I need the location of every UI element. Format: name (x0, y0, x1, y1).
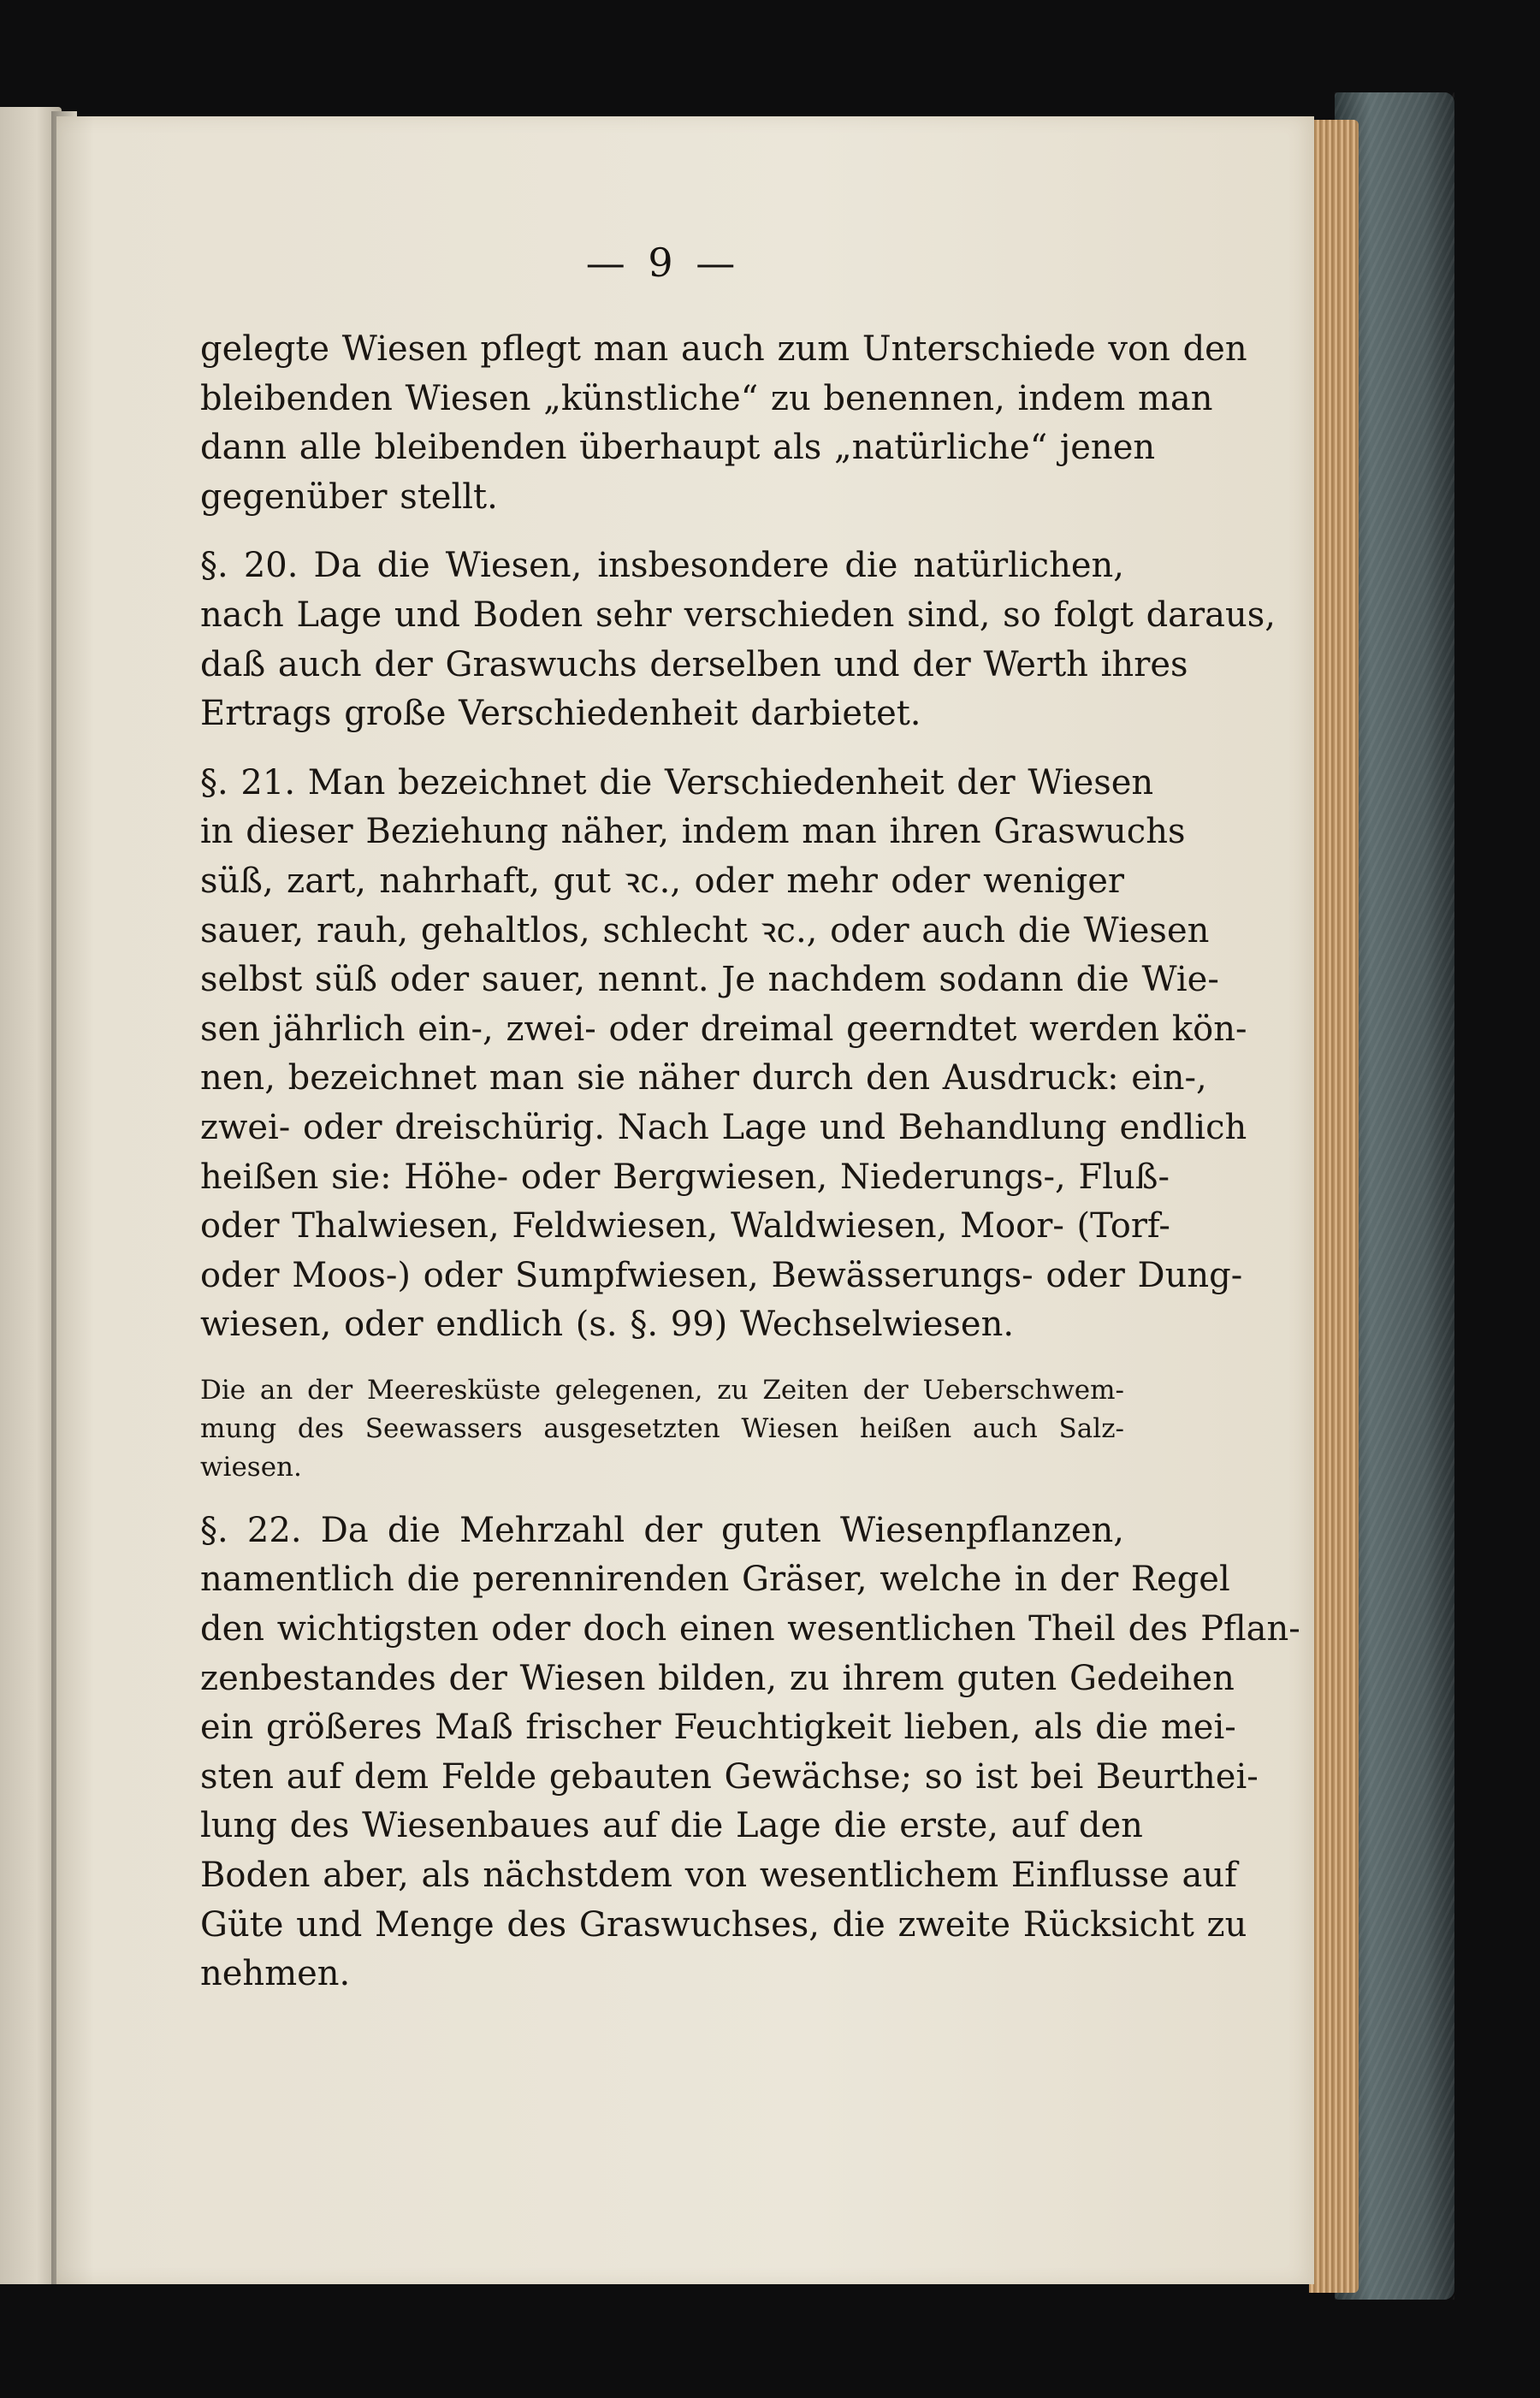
text-line: mung des Seewassers ausgesetzten Wiesen heißen auch Salz- (200, 1412, 1124, 1444)
text-line: sten auf dem Felde gebauten Gewächse; so ist bei Beurthei- (200, 1756, 1259, 1797)
text-line: nehmen. (200, 1954, 351, 1994)
text-line: oder Thalwiesen, Feldwiesen, Waldwiesen, Moor- (Torf- (200, 1206, 1170, 1246)
text-line: Die an der Meeresküste gelegenen, zu Zeiten der Ueberschwem- (200, 1374, 1124, 1406)
text-line: daß auch der Graswuchs derselben und der Werth ihres (200, 644, 1188, 684)
text-line: §. 20. Da die Wiesen, insbesondere die natürlichen, (200, 546, 1124, 586)
text-line: §. 21. Man bezeichnet die Verschiedenheit der Wiesen (200, 762, 1154, 802)
body-paragraph (200, 325, 1247, 522)
body-paragraph (200, 759, 1247, 1350)
text-line: zwei- oder dreischürig. Nach Lage und Behandlung endlich (200, 1107, 1247, 1147)
text-line: namentlich die perennirenden Gräser, welche in der Regel (200, 1560, 1230, 1600)
text-line: zenbestandes der Wiesen bilden, zu ihrem guten Gedeihen (200, 1658, 1235, 1698)
body-paragraph (200, 1507, 1300, 1999)
paragraph-gap (200, 739, 1124, 759)
paragraph-gap (200, 522, 1124, 542)
text-line: gelegte Wiesen pflegt man auch zum Unterschiede von den (200, 329, 1247, 369)
body-paragraph (200, 542, 1276, 738)
text-line: selbst süß oder sauer, nennt. Je nachdem sodann die Wie- (200, 960, 1219, 1000)
text-line: wiesen. (200, 1451, 302, 1483)
page-body-text (200, 325, 1300, 1999)
text-line: den wichtigsten oder doch einen wesentlichen Theil des Pflan- (200, 1609, 1300, 1649)
text-line: Güte und Menge des Graswuchses, die zweite Rücksicht zu (200, 1904, 1247, 1945)
text-line: bleibenden Wiesen „künstliche“ zu benennen, indem man (200, 378, 1213, 418)
text-line: §. 22. Da die Mehrzahl der guten Wiesenpflanzen, (200, 1510, 1124, 1550)
text-line: gegenüber stellt. (200, 477, 498, 517)
text-line: nach Lage und Boden sehr verschieden sind, so folgt daraus, (200, 595, 1276, 635)
text-line: oder Moos-) oder Sumpfwiesen, Bewässerungs- oder Dung- (200, 1255, 1243, 1295)
text-line: lung des Wiesenbaues auf die Lage die erste, auf den (200, 1806, 1143, 1846)
page-number-header: — 9 — (585, 240, 741, 286)
text-line: ein größeres Maß frischer Feuchtigkeit lieben, als die mei- (200, 1708, 1236, 1748)
paragraph-gap (200, 1487, 1124, 1507)
text-line: süß, zart, nahrhaft, gut ꝛc., oder mehr oder weniger (200, 861, 1124, 901)
text-line: sauer, rauh, gehaltlos, schlecht ꝛc., oder auch die Wiesen (200, 910, 1210, 950)
paragraph-gap (200, 1350, 1124, 1370)
text-line: wiesen, oder endlich (s. §. 99) Wechselwiesen. (200, 1305, 1015, 1345)
text-line: dann alle bleibenden überhaupt als „natürliche“ jenen (200, 428, 1156, 468)
text-line: in dieser Beziehung näher, indem man ihren Graswuchs (200, 812, 1186, 852)
page-block-edge (1309, 120, 1359, 2293)
text-line: Boden aber, als nächstdem von wesentlichem Einflusse auf (200, 1856, 1237, 1896)
text-line: sen jährlich ein-, zwei- oder dreimal geerndtet werden kön- (200, 1009, 1247, 1049)
text-line: Ertrags große Verschiedenheit darbietet. (200, 694, 921, 734)
footnote-paragraph (200, 1371, 1124, 1487)
text-line: heißen sie: Höhe- oder Bergwiesen, Niederungs-, Fluß- (200, 1157, 1170, 1197)
text-line: nen, bezeichnet man sie näher durch den Ausdruck: ein-, (200, 1058, 1207, 1098)
